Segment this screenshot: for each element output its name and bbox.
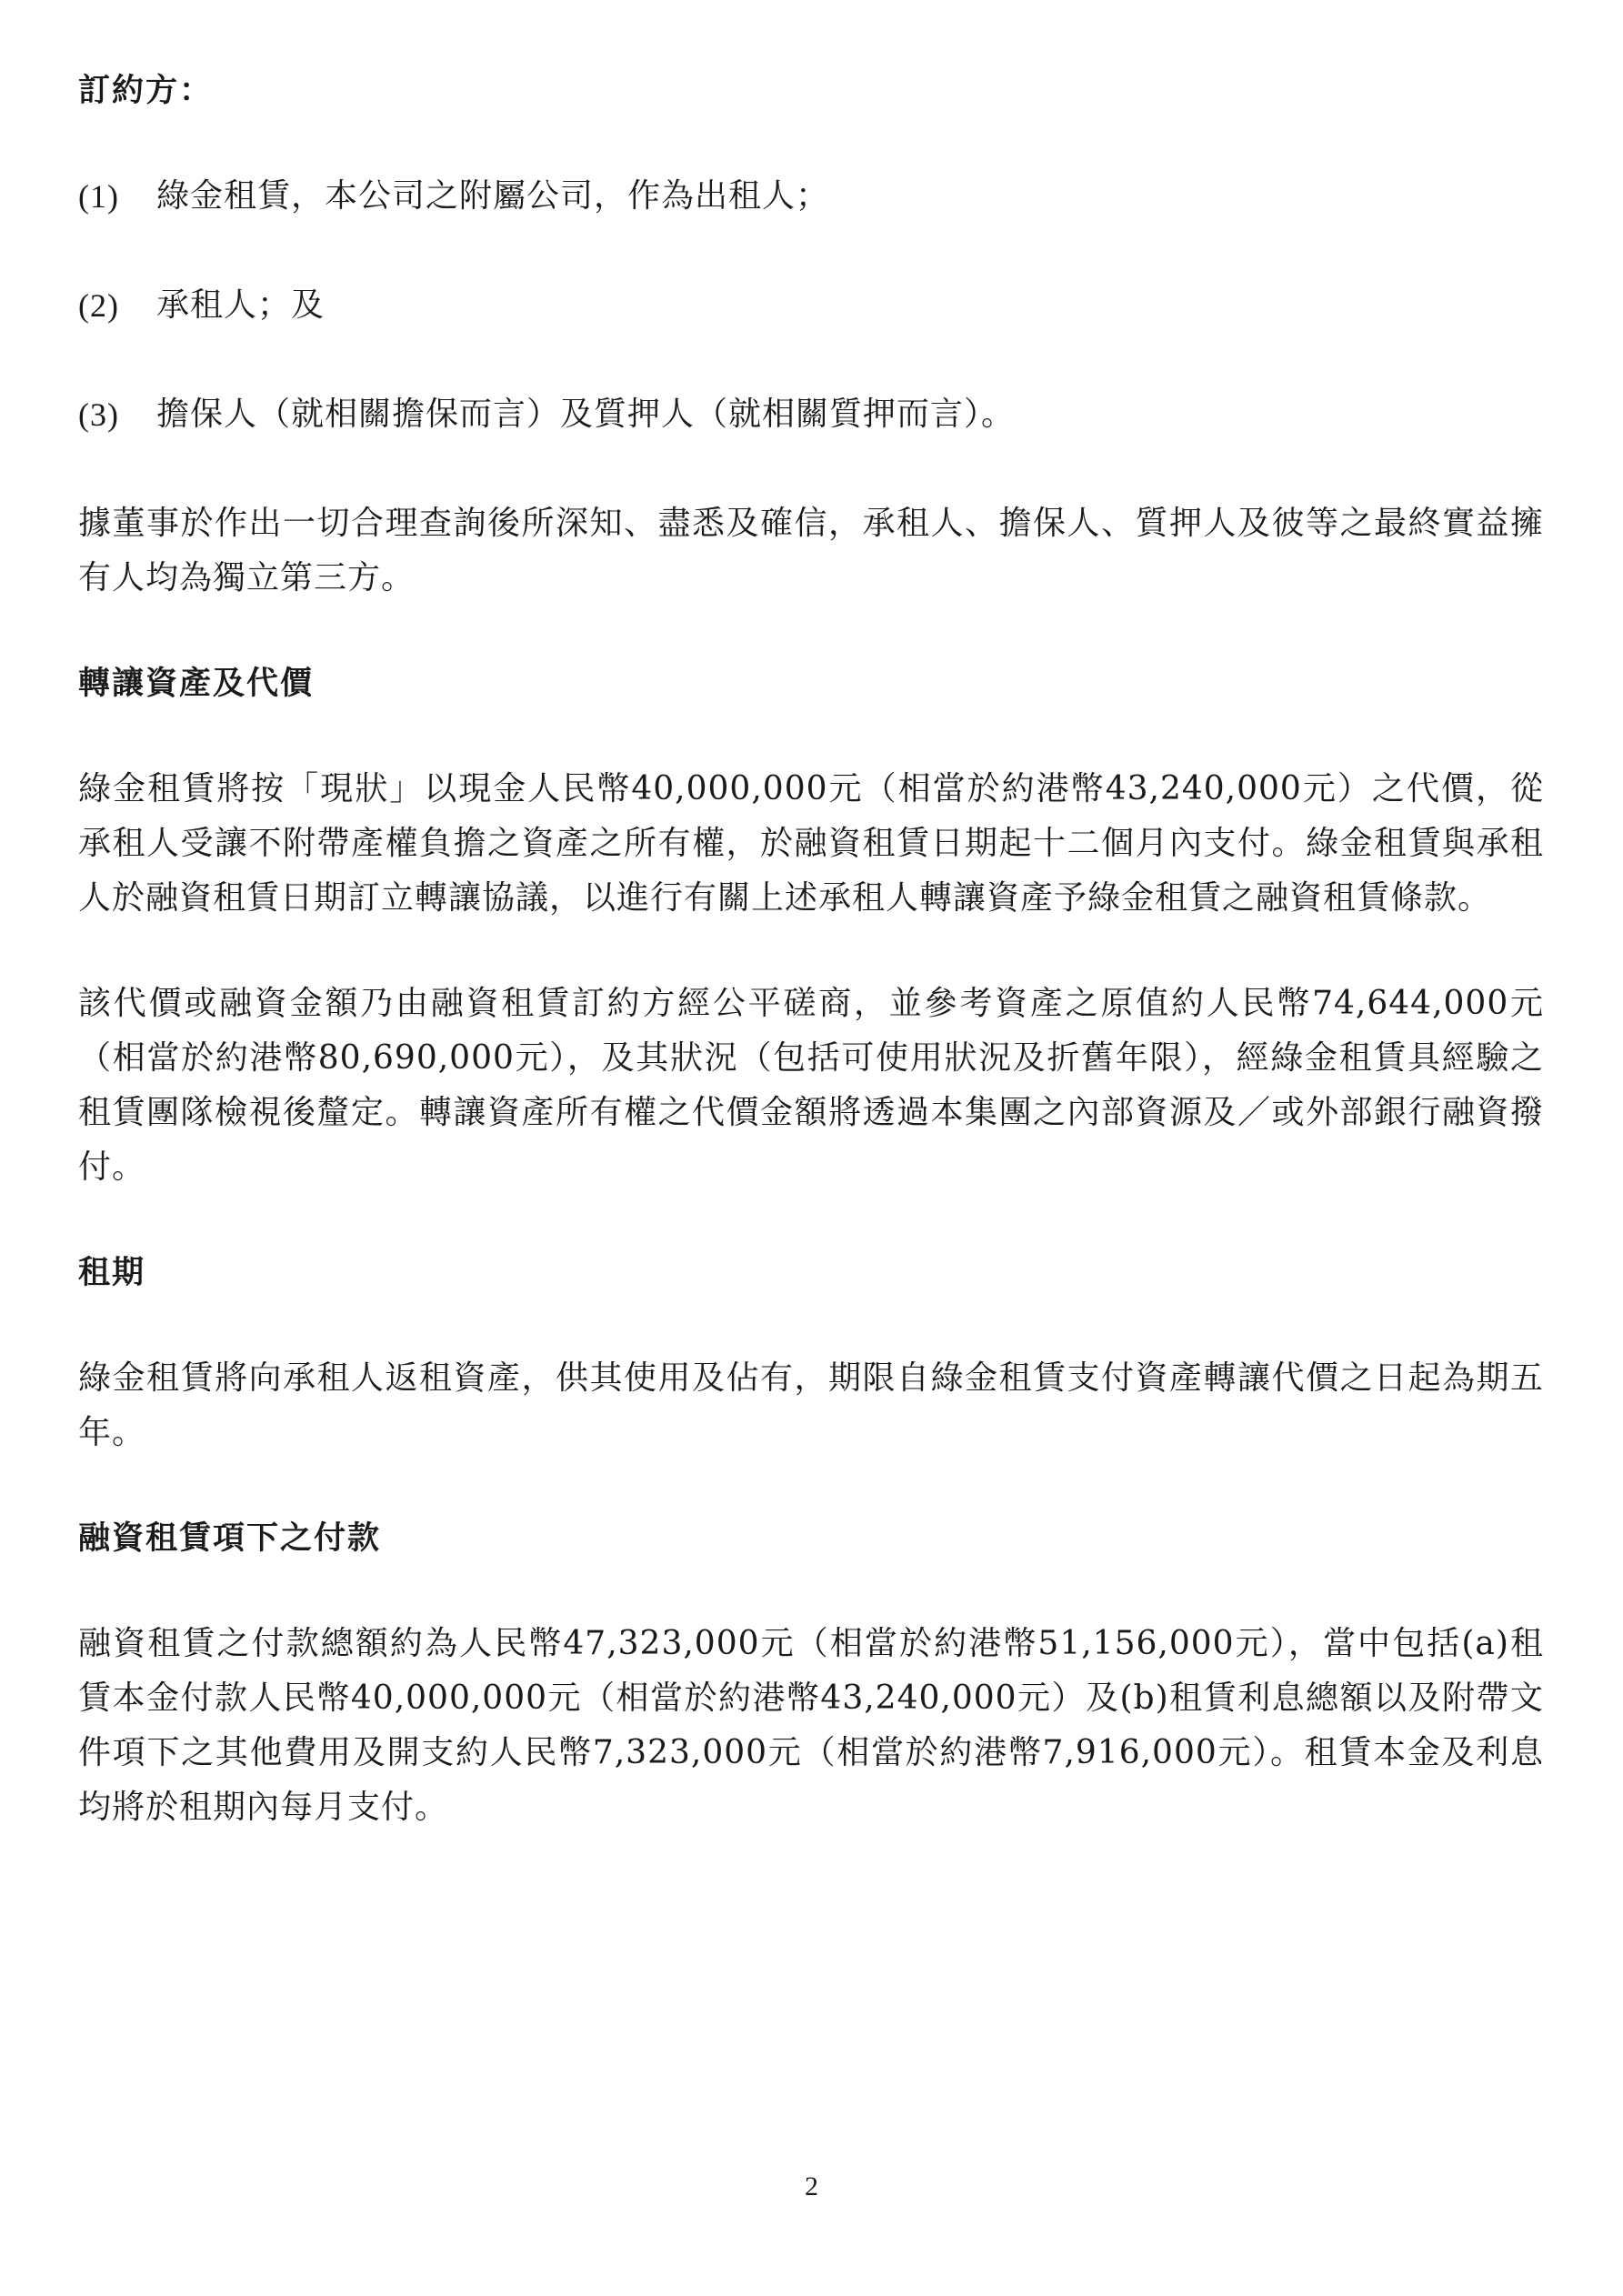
party-text: 擔保人（就相關擔保而言）及質押人（就相關質押而言）。 — [156, 396, 1016, 433]
term-heading: 租期 — [78, 1255, 146, 1291]
party-list-item — [78, 169, 1544, 224]
page-number: 2 — [805, 2171, 818, 2201]
document-body — [78, 64, 1544, 1886]
transfer-paragraph-1: 綠金租賃將按「現狀」以現金人民幣40,000,000元（相當於約港幣43,240,000元）之代價，從承租人受讓不附帶產權負擔之資產之所有權，於融資租賃日期起十二個月內支付。綠金租賃與承租人於融資租賃日期訂立轉讓協議，以進行有關上述承租人轉讓資產予綠金租賃之融資租賃條款。 — [78, 770, 1544, 917]
party-text: 承租人；及 — [156, 286, 326, 324]
independence-paragraph: 據董事於作出一切合理查詢後所深知、盡悉及確信，承租人、擔保人、質押人及彼等之最終實益擁有人均為獨立第三方。 — [78, 505, 1544, 597]
party-number: (3) — [78, 396, 119, 433]
party-list-item — [78, 278, 1544, 333]
party-number: (1) — [78, 178, 119, 215]
party-number: (2) — [78, 287, 119, 324]
payments-heading: 融資租賃項下之付款 — [78, 1520, 382, 1557]
term-paragraph: 綠金租賃將向承租人返租資產，供其使用及佔有，期限自綠金租賃支付資產轉讓代價之日起為期五年。 — [78, 1359, 1544, 1451]
transfer-paragraph-2: 該代價或融資金額乃由融資租賃訂約方經公平磋商，並參考資產之原值約人民幣74,644,000元（相當於約港幣80,690,000元），及其狀況（包括可使用狀況及折舊年限），經綠金租賃具經驗之租賃團隊檢視後釐定。轉讓資產所有權之代價金額將透過本集團之內部資源及／或外部銀行融資撥付。 — [78, 985, 1544, 1186]
party-list-item — [78, 387, 1544, 442]
parties-heading: 訂約方： — [78, 73, 214, 109]
transfer-heading: 轉讓資產及代價 — [78, 666, 315, 702]
party-text: 綠金租賃，本公司之附屬公司，作為出租人； — [156, 177, 830, 215]
payments-paragraph: 融資租賃之付款總額約為人民幣47,323,000元（相當於約港幣51,156,000元），當中包括(a)租賃本金付款人民幣40,000,000元（相當於約港幣43,240,000元）及(b)租賃利息總額以及附帶文件項下之其他費用及開支約人民幣7,323,000元（相當於約港幣7,916,000元）。租賃本金及利息均將於租期內每月支付。 — [78, 1625, 1544, 1826]
